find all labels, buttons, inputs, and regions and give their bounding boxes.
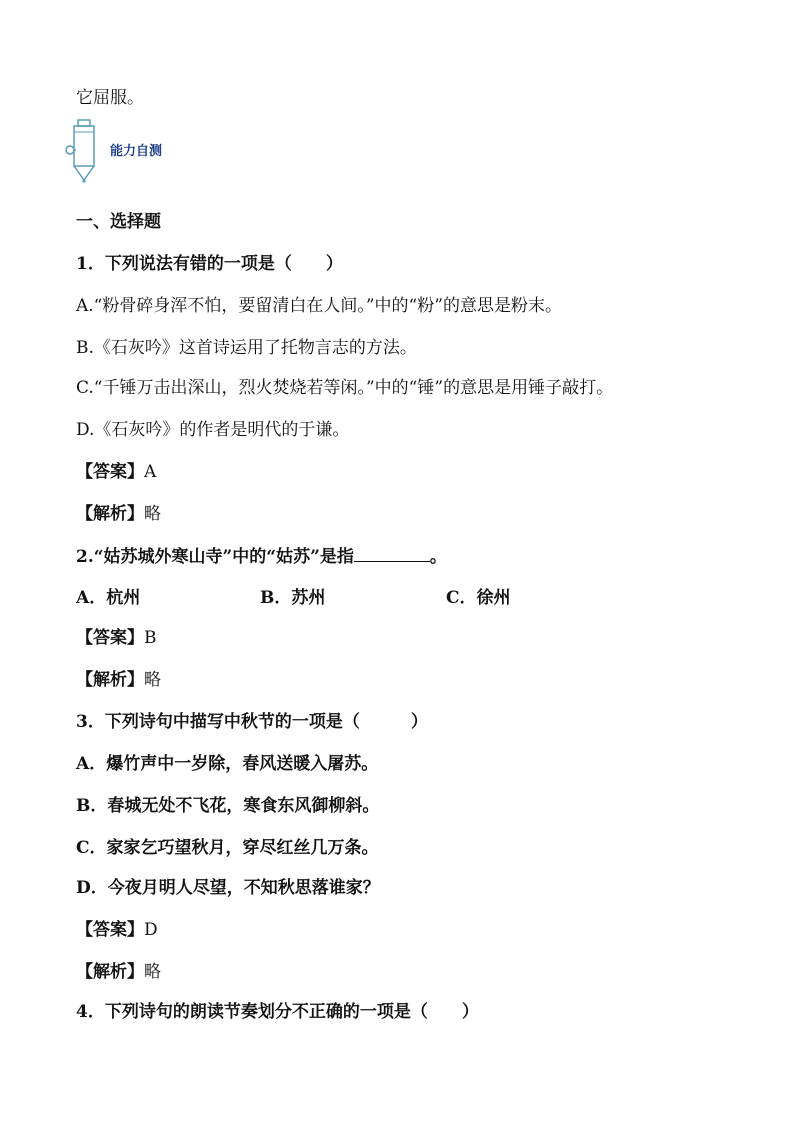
q1-option-c: C.“千锤万击出深山，烈火焚烧若等闲。”中的“锤”的意思是用锤子敲打。 [76,378,614,398]
top-fragment: 它屈服。 [76,88,144,108]
q1-analysis [76,502,161,526]
analysis-value: 略 [144,504,161,524]
q3-answer [76,918,158,942]
answer-value: B [144,628,157,648]
q2-stem-text: 2.“姑苏城外寒山寺”中的“姑苏”是指 [76,547,354,567]
answer-label: 【答案】 [76,920,144,940]
q3-option-a: A．爆竹声中一岁除，春风送暖入屠苏。 [76,754,379,774]
q2-option-b: B．苏州 [260,588,326,608]
q2-options [76,586,511,610]
analysis-value: 略 [144,670,161,690]
answer-label: 【答案】 [76,462,144,482]
answer-value: D [144,920,158,940]
answer-label: 【答案】 [76,628,144,648]
q2-option-c: C．徐州 [446,588,511,608]
q1-option-a: A.“粉骨碎身浑不怕，要留清白在人间。”中的“粉”的意思是粉末。 [76,296,562,316]
q3-option-d: D．今夜月明人尽望，不知秋思落谁家？ [76,878,380,898]
q4-stem: 4．下列诗句的朗读节奏划分不正确的一项是（ ） [76,1002,479,1022]
analysis-label: 【解析】 [76,962,144,982]
q2-option-a: A．杭州 [76,588,141,608]
q1-option-b: B.《石灰吟》这首诗运用了托物言志的方法。 [76,338,417,358]
q3-analysis [76,960,161,984]
q2-stem [76,544,447,569]
q1-answer [76,460,156,484]
q2-stem-end: 。 [429,547,447,567]
analysis-label: 【解析】 [76,504,144,524]
q2-blank [354,544,430,562]
analysis-value: 略 [144,962,161,982]
q1-stem: 1．下列说法有错的一项是（ ） [76,254,343,274]
section-label: 能力自测 [110,144,163,159]
section-title: 一、选择题 [76,212,161,232]
q1-option-d: D.《石灰吟》的作者是明代的于谦。 [76,420,350,440]
q3-option-c: C．家家乞巧望秋月，穿尽红丝几万条。 [76,838,379,858]
answer-value: A [144,462,157,482]
q2-answer [76,626,157,650]
q3-option-b: B．春城无处不飞花，寒食东风御柳斜。 [76,796,380,816]
analysis-label: 【解析】 [76,670,144,690]
q2-analysis [76,668,161,692]
pen-icon [64,118,96,184]
q3-stem: 3．下列诗句中描写中秋节的一项是（ ） [76,712,428,732]
